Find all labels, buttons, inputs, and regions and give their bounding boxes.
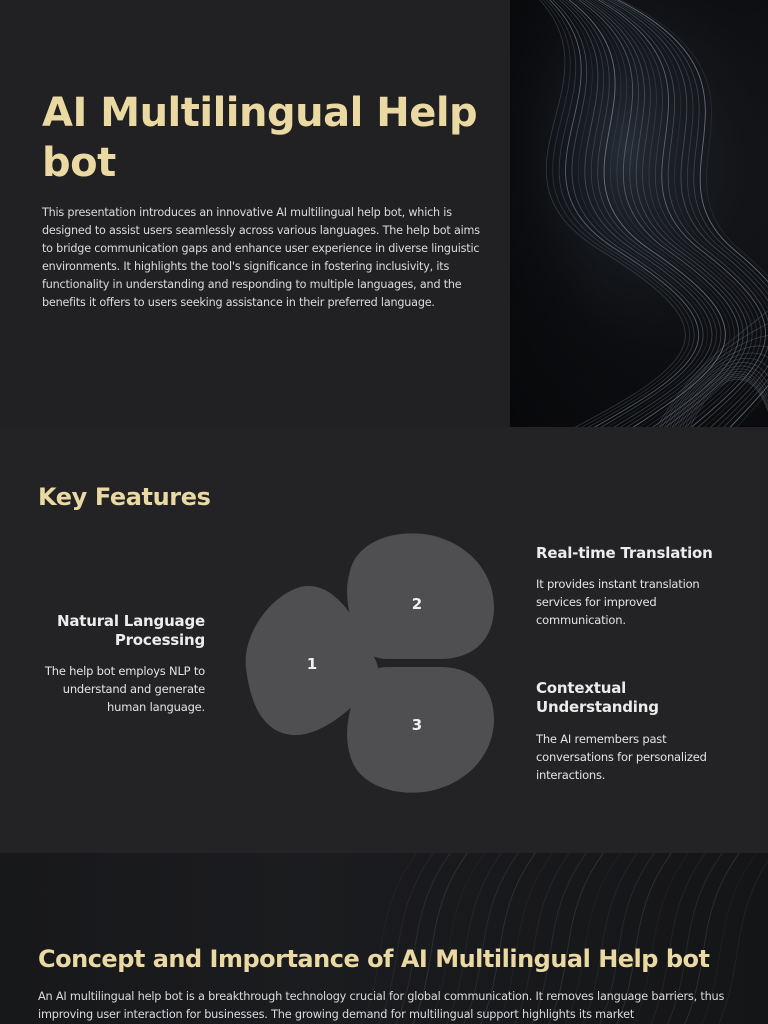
section-body-text: An AI multilingual help bot is a breakthrough technology crucial for global communication. It removes language barriers, thus improving user interaction for businesses. The growing demand for multilingual support highlights its market bbox=[38, 990, 725, 1021]
section-heading: Key Features bbox=[38, 483, 211, 511]
wave-lines-graphic bbox=[510, 0, 768, 427]
feature-number-3: 3 bbox=[411, 716, 423, 734]
feature-diagram bbox=[240, 527, 500, 799]
feature-1-text: The help bot employs NLP to understand and generate human language. bbox=[44, 664, 205, 714]
title-slide bbox=[0, 0, 768, 427]
key-features-slide bbox=[0, 427, 768, 853]
abstract-wave-image bbox=[510, 0, 768, 427]
feature-2-text: It provides instant translation services for improved communication. bbox=[536, 577, 700, 627]
feature-1-title: Natural Language Processing bbox=[56, 612, 205, 649]
slide-description: This presentation introduces an innovative AI multilingual help bot, which is designed to assist users seamlessly across various languages. The help bot aims to bridge communication gaps and enhance user experience in diverse linguistic environments. It highlights the tool's significance in fostering inclusivity, its functionality in understanding and responding to multiple languages, and the benefits it offers to users seeking assistance in their preferred language. bbox=[42, 206, 480, 310]
feature-3-title: Contextual Understanding bbox=[536, 679, 659, 716]
feature-2-title: Real-time Translation bbox=[536, 544, 713, 562]
section-heading: Concept and Importance of AI Multilingual Help bot bbox=[38, 945, 710, 973]
concept-slide bbox=[0, 853, 768, 1024]
slide-title: AI Multilingual Help bot bbox=[42, 90, 478, 186]
feature-number-2: 2 bbox=[411, 595, 423, 613]
feature-3-text: The AI remembers past conversations for personalized interactions. bbox=[536, 732, 707, 782]
feature-number-1: 1 bbox=[306, 655, 318, 673]
